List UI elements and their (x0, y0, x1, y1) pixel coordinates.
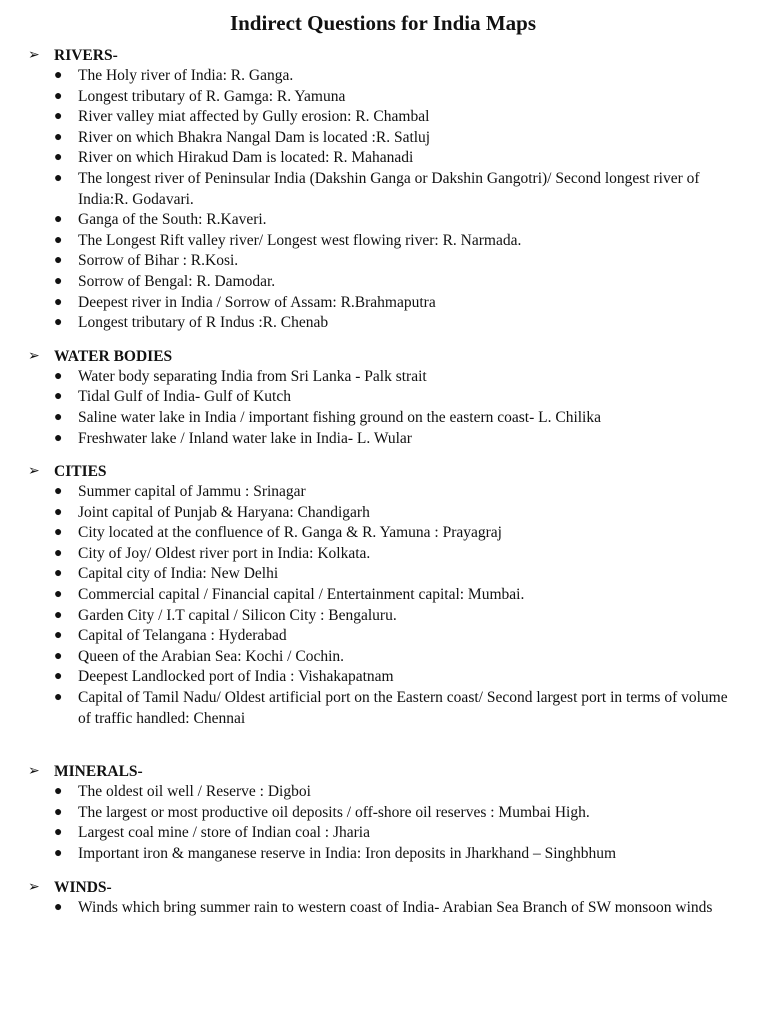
list-item-text: River on which Bhakra Nangal Dam is located :R. Satluj (78, 128, 431, 146)
section-heading-text: WATER BODIES (54, 347, 173, 365)
list-item (52, 803, 738, 824)
bullet-icon: ● (54, 170, 63, 186)
list-item-text: Freshwater lake / Inland water lake in India- L. Wular (78, 429, 412, 447)
list-item-text: The Longest Rift valley river/ Longest west flowing river: R. Narmada. (78, 231, 522, 249)
section-minerals (28, 762, 738, 864)
section-rivers (28, 46, 738, 334)
item-list (28, 482, 738, 729)
bullet-icon: ● (54, 212, 63, 228)
arrow-bullet-icon: ➢ (28, 879, 40, 895)
list-item-text: Garden City / I.T capital / Silicon City : Bengaluru. (78, 606, 397, 624)
list-item (52, 66, 738, 87)
section-heading-text: CITIES (54, 463, 107, 481)
section-heading (28, 462, 738, 482)
list-item (52, 231, 738, 252)
section-heading-text: RIVERS- (54, 47, 118, 64)
list-item-text: Water body separating India from Sri Lanka - Palk strait (78, 367, 427, 385)
list-item-text: City located at the confluence of R. Ganga & R. Yamuna : Prayagraj (78, 524, 502, 542)
list-item (52, 293, 738, 314)
section-spacer (28, 865, 738, 878)
list-item-text: Important iron & manganese reserve in India: Iron deposits in Jharkhand – Singhbhum (78, 845, 617, 862)
bullet-icon: ● (54, 628, 63, 644)
bullet-icon: ● (54, 129, 63, 145)
list-item-text: Largest coal mine / store of Indian coal : Jharia (78, 824, 370, 842)
bullet-icon: ● (54, 846, 63, 861)
section-spacer (28, 334, 738, 347)
list-item (52, 523, 738, 544)
list-item (52, 647, 738, 668)
section-heading (28, 347, 738, 367)
bullet-icon: ● (54, 430, 63, 446)
section-heading (28, 762, 738, 782)
item-list (28, 66, 738, 334)
item-list (28, 782, 738, 864)
list-item-text: The largest or most productive oil deposits / off-shore oil reserves : Mumbai High. (78, 803, 590, 821)
list-item-text: Summer capital of Jammu : Srinagar (78, 483, 306, 501)
list-item-text: City of Joy/ Oldest river port in India: Kolkata. (78, 544, 371, 562)
section-water-bodies (28, 347, 738, 449)
list-item (52, 169, 738, 210)
list-item-text: Tidal Gulf of India- Gulf of Kutch (78, 388, 291, 406)
bullet-icon: ● (54, 88, 63, 104)
bullet-icon: ● (54, 690, 63, 706)
bullet-icon: ● (54, 587, 63, 603)
bullet-icon: ● (54, 109, 63, 125)
list-item-text: Joint capital of Punjab & Haryana: Chandigarh (78, 503, 370, 521)
list-item (52, 782, 738, 803)
section-spacer (28, 449, 738, 462)
bullet-icon: ● (54, 545, 63, 561)
list-item (52, 367, 738, 388)
list-item-text: Longest tributary of R Indus :R. Chenab (78, 314, 329, 332)
arrow-bullet-icon: ➢ (28, 48, 40, 63)
bullet-icon: ● (54, 648, 63, 664)
list-item-text: The Holy river of India: R. Ganga. (78, 67, 294, 84)
list-item-text: River valley miat affected by Gully erosion: R. Chambal (78, 108, 430, 126)
list-item (52, 626, 738, 647)
bullet-icon: ● (54, 607, 63, 623)
bullet-icon: ● (54, 294, 63, 310)
list-item-text: Winds which bring summer rain to western coast of India- Arabian Sea Branch of SW monsoon winds (78, 898, 713, 916)
list-item (52, 210, 738, 231)
bullet-icon: ● (54, 409, 63, 425)
list-item (52, 844, 738, 865)
list-item-text: The longest river of Peninsular India (Dakshin Ganga or Dakshin Gangotri)/ Second longest river of India:R. Godavari. (78, 169, 700, 208)
list-item-text: Deepest river in India / Sorrow of Assam: R.Brahmaputra (78, 293, 436, 311)
list-item-text: Ganga of the South: R.Kaveri. (78, 211, 267, 229)
list-item (52, 128, 738, 149)
list-item-text: Saline water lake in India / important fishing ground on the eastern coast- L. Chilika (78, 408, 601, 426)
list-item-text: Sorrow of Bihar : R.Kosi. (78, 252, 239, 270)
list-item (52, 667, 738, 688)
section-cities (28, 462, 738, 729)
bullet-icon: ● (54, 232, 63, 248)
list-item (52, 503, 738, 524)
bullet-icon: ● (54, 784, 63, 800)
section-heading (28, 878, 738, 898)
list-item (52, 606, 738, 627)
arrow-bullet-icon: ➢ (28, 348, 40, 364)
bullet-icon: ● (54, 315, 63, 331)
bullet-icon: ● (54, 253, 63, 269)
list-item (52, 408, 738, 429)
list-item (52, 313, 738, 334)
list-item (52, 823, 738, 844)
list-item (52, 107, 738, 128)
list-item (52, 251, 738, 272)
list-item (52, 429, 738, 450)
list-item (52, 387, 738, 408)
item-list (28, 367, 738, 449)
list-item (52, 688, 738, 729)
list-item-text: Capital of Telangana : Hyderabad (78, 627, 287, 645)
list-item-text: Deepest Landlocked port of India : Vishakapatnam (78, 668, 394, 686)
bullet-icon: ● (54, 525, 63, 541)
bullet-icon: ● (54, 150, 63, 166)
section-winds (28, 878, 738, 919)
bullet-icon: ● (54, 804, 63, 820)
list-item-text: Capital of Tamil Nadu/ Oldest artificial port on the Eastern coast/ Second largest port in terms of volume of traffic handled: Chennai (78, 689, 728, 727)
bullet-icon: ● (54, 68, 63, 83)
arrow-bullet-icon: ➢ (28, 764, 40, 780)
bullet-icon: ● (54, 669, 63, 685)
document-title: Indirect Questions for India Maps (229, 11, 537, 35)
arrow-bullet-icon: ➢ (28, 464, 40, 480)
list-item (52, 544, 738, 565)
list-item (52, 148, 738, 169)
bullet-icon: ● (54, 899, 63, 915)
bullet-icon: ● (54, 484, 63, 500)
list-item-text: River on which Hirakud Dam is located: R. Mahanadi (78, 149, 414, 167)
list-item (52, 564, 738, 585)
bullet-icon: ● (54, 504, 63, 520)
list-item-text: Sorrow of Bengal: R. Damodar. (78, 272, 276, 290)
bullet-icon: ● (54, 566, 63, 582)
list-item (52, 585, 738, 606)
list-item (52, 898, 738, 919)
section-spacer (28, 729, 738, 762)
sections-container (28, 46, 738, 918)
list-item (52, 482, 738, 503)
bullet-icon: ● (54, 368, 63, 384)
list-item-text: Capital city of India: New Delhi (78, 565, 279, 583)
bullet-icon: ● (54, 273, 63, 289)
bullet-icon: ● (54, 825, 63, 841)
list-item-text: The oldest oil well / Reserve : Digboi (78, 783, 311, 801)
list-item (52, 272, 738, 293)
list-item-text: Longest tributary of R. Gamga: R. Yamuna (78, 87, 346, 105)
section-heading-text: MINERALS- (54, 763, 143, 781)
list-item (52, 87, 738, 108)
section-heading-text: WINDS- (54, 878, 112, 896)
bullet-icon: ● (54, 389, 63, 405)
list-item-text: Queen of the Arabian Sea: Kochi / Cochin. (78, 647, 345, 665)
section-heading (28, 46, 738, 66)
item-list (28, 898, 738, 919)
list-item-text: Commercial capital / Financial capital / Entertainment capital: Mumbai. (78, 586, 525, 604)
